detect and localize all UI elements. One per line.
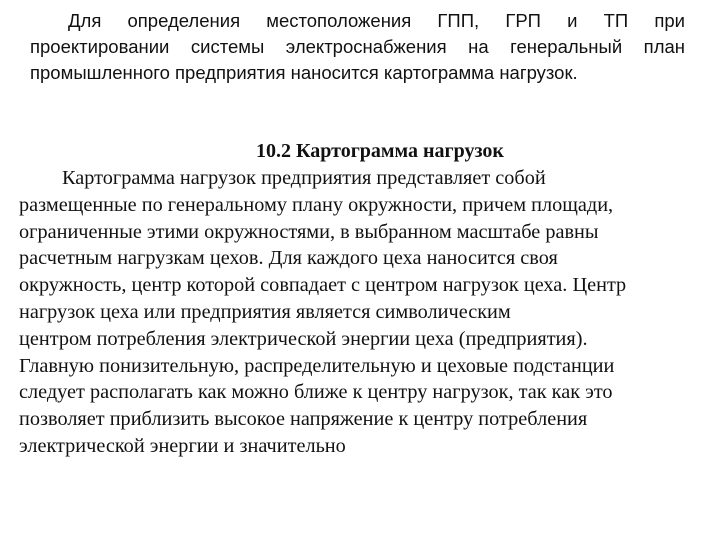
paragraph-line: центром потребления электрической энергии цеха (предприятия). <box>19 327 588 350</box>
paragraph-line: Главную понизительную, распределительную и цеховые подстанции <box>19 354 615 377</box>
intro-line: Для определения местоположения ГПП, ГРП и ТП при <box>68 10 685 31</box>
paragraph-line: электрической энергии и значительно <box>19 434 346 457</box>
intro-paragraph <box>30 8 685 86</box>
section-paragraph <box>19 165 699 460</box>
intro-line: промышленного предприятия наносится картограмма нагрузок. <box>30 62 578 83</box>
paragraph-line: следует располагать как можно ближе к центру нагрузок, так как это <box>19 381 613 404</box>
paragraph-line: ограниченные этими окружностями, в выбранном масштабе равны <box>19 220 599 243</box>
paragraph-line: нагрузок цеха или предприятия является символическим <box>19 300 511 323</box>
paragraph-line: позволяет приблизить высокое напряжение к центру потребления <box>19 408 588 431</box>
paragraph-line: размещенные по генеральному плану окружности, причем площади, <box>19 193 614 216</box>
paragraph-line: Картограмма нагрузок предприятия представляет собой <box>62 167 546 189</box>
paragraph-line: расчетным нагрузкам цехов. Для каждого цеха наносится своя <box>19 247 558 270</box>
section-heading: 10.2 Картограмма нагрузок <box>256 140 504 162</box>
intro-line: проектировании системы электроснабжения на генеральный план <box>30 36 685 57</box>
paragraph-line: окружность, центр которой совпадает с центром нагрузок цеха. Центр <box>19 274 627 297</box>
